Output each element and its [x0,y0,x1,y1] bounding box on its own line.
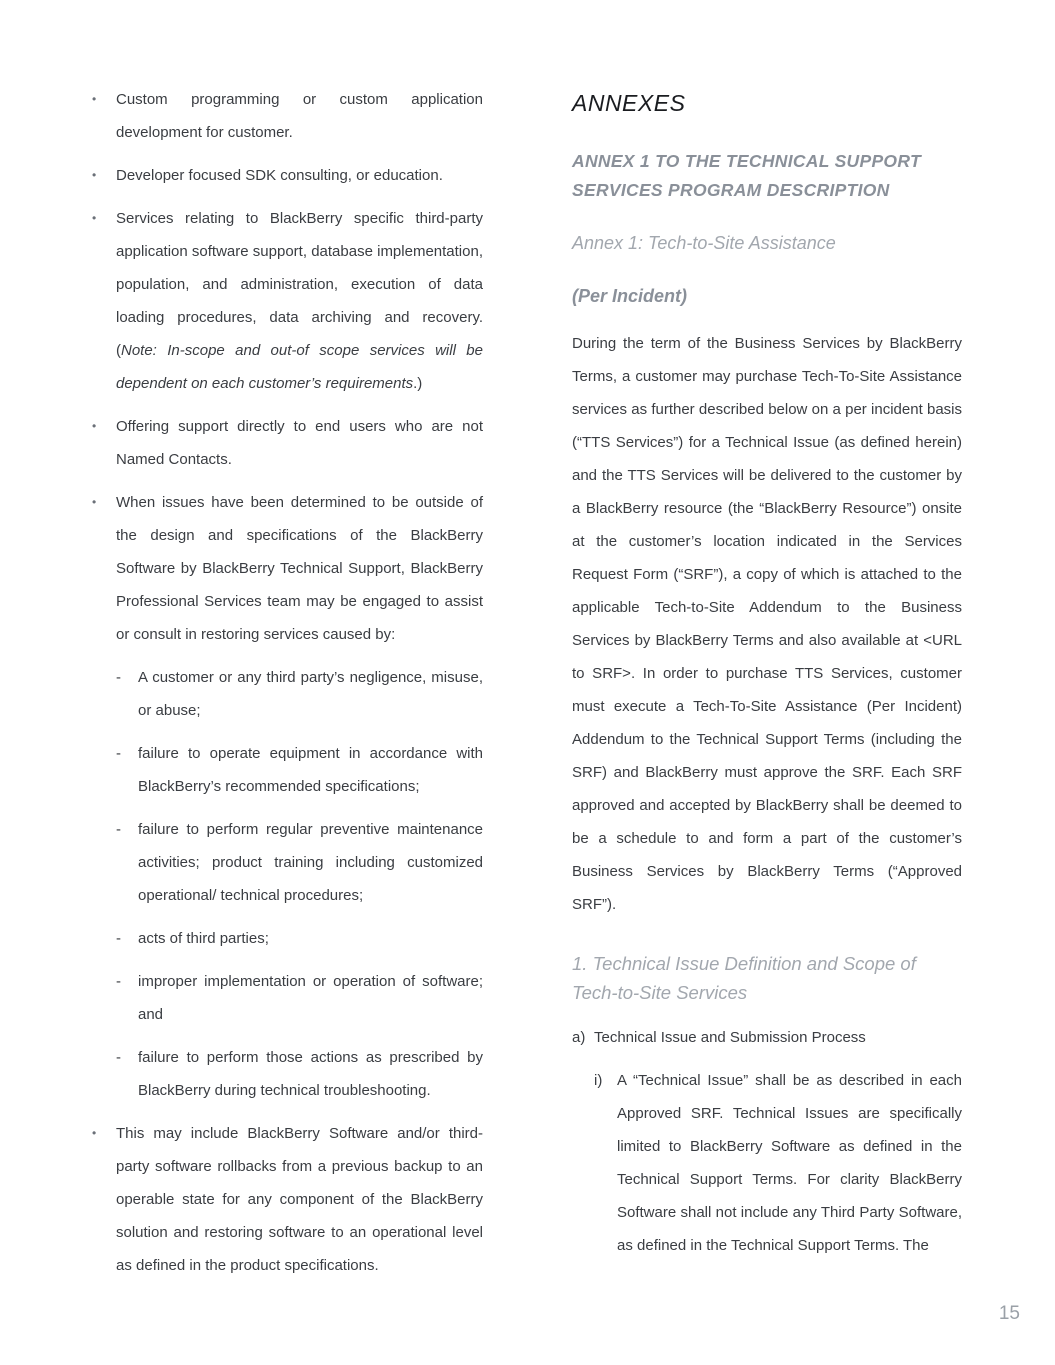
sub-list-item: - A customer or any third party’s negligence, misuse, or abuse; [116,661,483,727]
list-item-text: When issues have been determined to be outside of the design and specifications of the BlackBerry Software by BlackBerry Technical Support, BlackBerry Professional Services team may be engaged to assist or consult in restoring services caused by: [116,494,483,643]
list-item: • Offering support directly to end users who are not Named Contacts. [88,410,483,476]
list-item: • Custom programming or custom application development for customer. [88,83,483,149]
sub-list-item: - improper implementation or operation of software; and [116,965,483,1031]
causes-list [116,661,483,1107]
list-item: • This may include BlackBerry Software and/or third-party software rollbacks from a previous backup to an operable state for any component of the BlackBerry solution and restoring software to an operational level as defined in the product specifications. [88,1117,483,1282]
subsection-a [572,1021,962,1054]
right-column [572,83,962,1262]
subsection-title: Technical Issue and Submission Process [594,1029,866,1046]
annex-body-paragraph: During the term of the Business Services by BlackBerry Terms, a customer may purchase Tech-To-Site Assistance services as further described below on a per incident basis (“TTS Services”) for a Technical Issue (as defined herein) and the TTS Services will be delivered to the customer by a BlackBerry resource (the “BlackBerry Resource”) onsite at the customer’s location indicated in the Services Request Form (“SRF”), a copy of which is attached to the applicable Tech-to-Site Addendum to the Business Services by BlackBerry Terms and also available at <URL to SRF>. In order to purchase TTS Services, customer must execute a Tech-To-Site Assistance (Per Incident) Addendum to the Technical Support Terms (including the SRF) and BlackBerry must approve the SRF. Each SRF approved and accepted by BlackBerry shall be deemed to be a schedule to and form a part of the customer’s Business Services by BlackBerry Terms (“Approved SRF”). [572,335,962,913]
exclusions-list [88,83,483,1282]
list-item-text: Services relating to BlackBerry specific third-party application software support, database implementation, population, and administration, execution of data loading procedures, data archiving and recovery. ( [116,210,483,359]
scope-note: Note: In-scope and out-of scope services will be dependent on each customer’s requirements [116,342,483,392]
subsection-marker: i) [594,1072,603,1089]
list-item [88,486,483,1107]
annexes-heading: ANNEXES [572,90,686,116]
annex-title: ANNEX 1 TO THE TECHNICAL SUPPORT SERVICES PROGRAM DESCRIPTION [572,151,921,200]
subsection-marker: a) [572,1029,586,1046]
section-heading: 1. Technical Issue Definition and Scope of Tech-to-Site Services [572,953,916,1003]
per-incident-heading: (Per Incident) [572,286,688,306]
list-item: • Developer focused SDK consulting, or education. [88,159,483,192]
list-item [88,202,483,400]
subsection-i [594,1064,962,1262]
left-column [88,83,483,1292]
page-number: 15 [998,1303,1020,1324]
sub-list-item: - failure to perform those actions as prescribed by BlackBerry during technical troubleshooting. [116,1041,483,1107]
sub-list-item: - failure to perform regular preventive maintenance activities; product training including customized operational/ technical procedures; [116,813,483,912]
sub-list-item: - failure to operate equipment in accordance with BlackBerry’s recommended specifications; [116,737,483,803]
list-item-text: .) [413,375,423,392]
subsection-text: A “Technical Issue” shall be as described in each Approved SRF. Technical Issues are specifically limited to BlackBerry Software as defined in the Technical Support Terms. For clarity BlackBerry Software shall not include any Third Party Software, as defined in the Technical Support Terms. The [617,1072,962,1254]
annex-subtitle: Annex 1: Tech-to-Site Assistance [572,233,836,253]
sub-list-item: - acts of third parties; [116,922,483,955]
